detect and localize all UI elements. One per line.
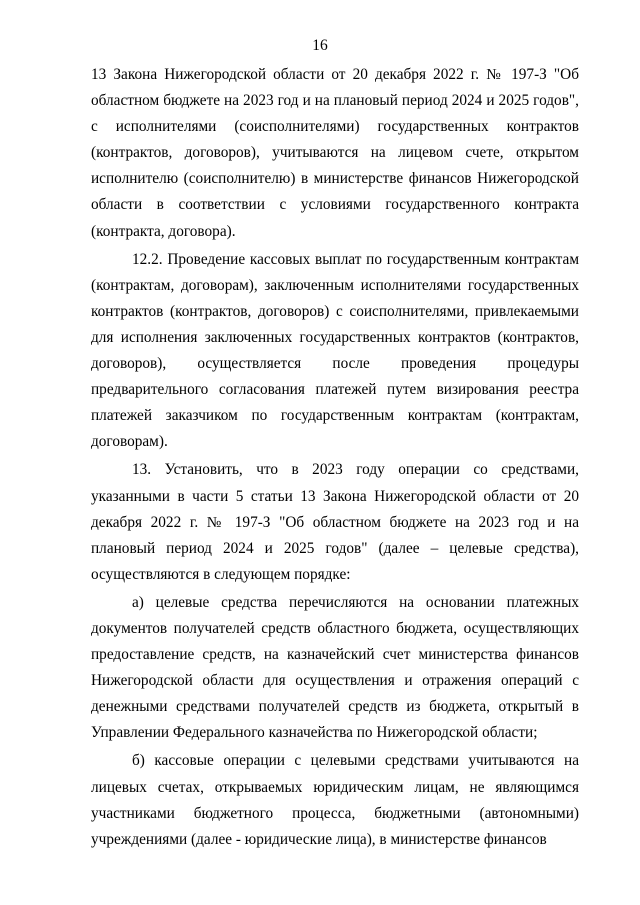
paragraph-13-a: а) целевые средства перечисляются на основании платежных документов получателей средств областного бюджета, осуществляющих предоставление средств, на казначейский счет министерства финансов Нижегородской области для осуществления и отражения операций с денежными средствами получателей средств из бюджета, открытый в Управлении Федерального казначейства по Нижегородской области; xyxy=(91,593,579,742)
paragraph-12-2: 12.2. Проведение кассовых выплат по государственным контрактам (контрактам, договорам), заключенным исполнителями государственных контрактов (контрактов, договоров) с соисполнителями, привлекаемыми для исполнения заключенных государственных контрактов (контрактов, договоров), осуществляется после проведения процедуры предварительного согласования платежей путем визирования реестра платежей заказчиком по государственным контрактам (контрактам, договорам). xyxy=(91,250,579,451)
document-body xyxy=(91,62,579,853)
paragraph-13-b: б) кассовые операции с целевыми средствами учитываются на лицевых счетах, открываемых юридическим лицам, не являющимся участниками бюджетного процесса, бюджетными (автономными) учреждениями (далее - юридические лица), в министерстве финансов xyxy=(91,752,579,848)
page-number: 16 xyxy=(312,37,328,54)
paragraph-13: 13. Установить, что в 2023 году операции со средствами, указанными в части 5 статьи 13 Закона Нижегородской области от 20 декабря 2022 г. № 197-З "Об областном бюджете на 2023 год и на плановый период 2024 и 2025 годов" (далее – целевые средства), осуществляются в следующем порядке: xyxy=(91,461,579,583)
paragraph-continuation: 13 Закона Нижегородской области от 20 декабря 2022 г. № 197-З "Об областном бюджете на 2023 год и на плановый период 2024 и 2025 годов", с исполнителями (соисполнителями) государственных контрактов (контрактов, договоров), учитываются на лицевом счете, открытом исполнителю (соисполнителю) в министерстве финансов Нижегородской области в соответствии с условиями государственного контракта (контракта, договора). xyxy=(91,66,579,240)
